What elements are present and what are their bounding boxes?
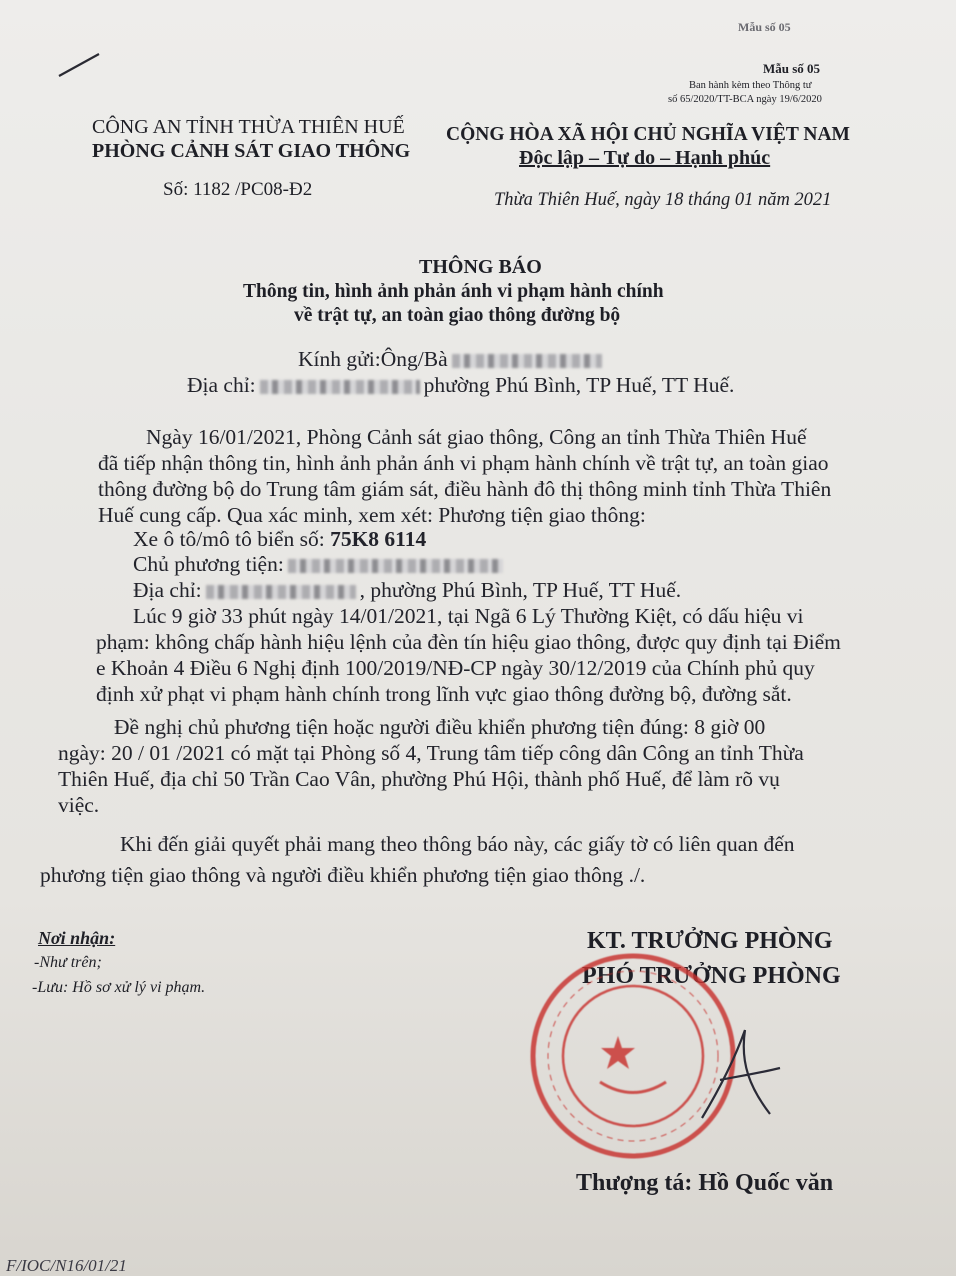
para1-line2: đã tiếp nhận thông tin, hình ảnh phản ánh vi phạm hành chính về trật tự, an toàn giao (98, 451, 829, 475)
recipient-line (298, 347, 606, 372)
para1-line1: Ngày 16/01/2021, Phòng Cảnh sát giao thông, Công an tỉnh Thừa Thiên Huế (146, 425, 807, 449)
redacted-address (260, 380, 420, 394)
recipient-item-1: -Như trên; (34, 954, 102, 971)
plate-line (133, 527, 426, 552)
form-note-line-1: Ban hành kèm theo Thông tư (689, 80, 812, 91)
plate-value: 75K8 6114 (330, 527, 427, 551)
para3-line3: Thiên Huế, địa chỉ 50 Trần Cao Vân, phường Phú Hội, thành phố Huế, để làm rõ vụ (58, 767, 780, 791)
document-subtitle-line-1: Thông tin, hình ảnh phản ánh vi phạm hành chính (243, 281, 664, 302)
para2-line4: định xử phạt vi phạm hành chính trong lĩnh vực giao thông đường bộ, đường sắt. (96, 682, 792, 706)
signer-name: Thượng tá: Hồ Quốc văn (576, 1170, 834, 1196)
document-number: Số: 1182 /PC08-Đ2 (163, 179, 313, 200)
department-name: PHÒNG CẢNH SÁT GIAO THÔNG (92, 140, 411, 162)
pen-stroke-mark (55, 50, 105, 80)
recipient-item-2: -Lưu: Hồ sơ xử lý vi phạm. (32, 979, 206, 996)
redacted-owner (288, 559, 503, 573)
recipient-address-line (187, 373, 734, 398)
nation-name: CỘNG HÒA XÃ HỘI CHỦ NGHĨA VIỆT NAM (446, 124, 850, 145)
redacted-name (452, 354, 602, 368)
owner-label: Chủ phương tiện: (133, 552, 284, 576)
para3-line4: việc. (58, 793, 100, 817)
recipient-label: Kính gửi:Ông/Bà (298, 347, 448, 371)
para3-line1: Đề nghị chủ phương tiện hoặc người điều khiển phương tiện đúng: 8 giờ 00 (114, 715, 766, 739)
signature-role-1: KT. TRƯỞNG PHÒNG (587, 928, 833, 954)
corner-form-mark: Mẫu số 05 (738, 20, 791, 34)
form-number: Mẫu số 05 (763, 61, 821, 76)
para1-line4: Huế cung cấp. Qua xác minh, xem xét: Phương tiện giao thông: (98, 503, 646, 527)
footer-code: F/IOC/N16/01/21 (6, 1256, 127, 1275)
para2-line3: e Khoản 4 Điều 6 Nghị định 100/2019/NĐ-CP ngày 30/12/2019 của Chính phủ quy (96, 656, 815, 680)
agency-name: CÔNG AN TỈNH THỪA THIÊN HUẾ (92, 116, 405, 138)
owner-address-label: Địa chỉ: (133, 578, 202, 602)
para1-line3: thông đường bộ do Trung tâm giám sát, điều hành đô thị thông minh tỉnh Thừa Thiên (98, 477, 832, 501)
document-title: THÔNG BÁO (419, 256, 542, 278)
place-and-date: Thừa Thiên Huế, ngày 18 tháng 01 năm 2021 (494, 190, 832, 210)
owner-address-tail: , phường Phú Bình, TP Huế, TT Huế. (359, 578, 682, 602)
recipient-address-label: Địa chỉ: (187, 373, 256, 397)
para3-line2: ngày: 20 / 01 /2021 có mặt tại Phòng số 4, Trung tâm tiếp công dân Công an tỉnh Thừa (58, 741, 804, 765)
recipients-title: Nơi nhận: (38, 928, 116, 948)
plate-label: Xe ô tô/mô tô biển số: (133, 527, 325, 551)
para2-line2: phạm: không chấp hành hiệu lệnh của đèn tín hiệu giao thông, được quy định tại Điểm (96, 630, 841, 654)
para2-line1: Lúc 9 giờ 33 phút ngày 14/01/2021, tại Ngã 6 Lý Thường Kiệt, có dấu hiệu vi (133, 604, 804, 628)
redacted-owner-address (206, 585, 356, 599)
signature-role-2: PHÓ TRƯỞNG PHÒNG (582, 963, 841, 989)
para4-line1: Khi đến giải quyết phải mang theo thông báo này, các giấy tờ có liên quan đến (120, 832, 795, 856)
form-note-line-2: số 65/2020/TT-BCA ngày 19/6/2020 (668, 94, 822, 105)
national-motto: Độc lập – Tự do – Hạnh phúc (519, 147, 771, 169)
para4-line2: phương tiện giao thông và người điều khiển phương tiện giao thông ./. (40, 863, 646, 887)
recipient-address-tail: phường Phú Bình, TP Huế, TT Huế. (423, 373, 735, 397)
owner-address-line (133, 578, 681, 603)
handwritten-signature-icon (680, 1018, 790, 1128)
document-subtitle-line-2: về trật tự, an toàn giao thông đường bộ (294, 305, 621, 326)
owner-line (133, 552, 507, 577)
